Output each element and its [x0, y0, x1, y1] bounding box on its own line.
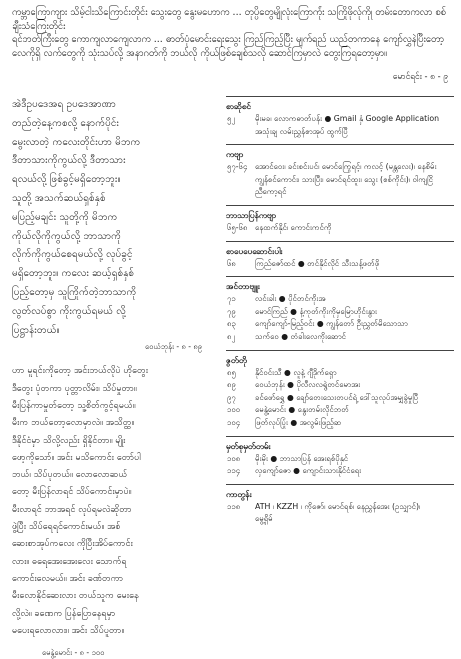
- section-title: ဇွတ်တို: [226, 354, 247, 365]
- entry-text: [255, 417, 454, 430]
- section-title: အင်တာဗျူး: [226, 281, 260, 292]
- page-number: ၅၂: [227, 114, 236, 123]
- toc-section: [226, 350, 454, 430]
- entry-text: [255, 465, 454, 478]
- excerpt-paragraph: [12, 363, 202, 640]
- paragraph-line: ဖွဲ့ပြီး သိပ်ရေရင်ကောင်းမယ်။ အစ်: [12, 522, 121, 533]
- quote-line: ပြဋ္ဌာန်းတယ်။: [12, 324, 60, 336]
- banner-text: [12, 6, 448, 60]
- paragraph-line: ဒီနိုင်ငံမှာ သိလို့လည်း ရှိနိုင်တာ။ မျိုး: [12, 435, 126, 446]
- toc-entry[interactable]: [226, 293, 454, 306]
- entry-line: ကျွန်စင်ကောင်း၊ သားပြီး၊ မောင်ရင်ထူး၊ သွေး (စစ်ကိုင်း)၊ ဝါကျငြိ: [255, 174, 433, 184]
- entry-line: ဝေယံဘုန်း ● ပိုလီလလရွဲတင်မောအး: [255, 380, 361, 390]
- page-number: ၉၇: [227, 392, 236, 402]
- toc-section: [226, 144, 454, 199]
- entry-line: ညီကော့ရင်: [255, 187, 287, 197]
- entry-text: [255, 367, 454, 380]
- page-number: ၁၀၀: [227, 405, 241, 415]
- quote-line: အဲဒီဥပဒေအရ ဥပဒေအာဏာ: [12, 99, 116, 110]
- entry-line: နေထက်နိုင်၊ ကောင်းကင်ကို: [255, 222, 332, 232]
- page-number: ၈၉: [227, 380, 236, 390]
- entry-text: [255, 404, 454, 417]
- paragraph-line: လား။ ဓရေအေးအေးလေး သောက်ရ: [12, 556, 127, 567]
- entry-line: မိုးမိုး ● ဘာသာပြန် အေးရစ်ပိုနှင်: [255, 453, 349, 463]
- entry-line: ဖြတ်လုပ်ပြုံး ● အလွမ်းဖြည့်ဆ: [255, 417, 342, 427]
- paragraph-line: တော့ မီးပြန်လာရင် သိပ်ကောင်းမှာပဲ။: [12, 487, 132, 498]
- banner-line: ရင်ဘတ်ကြီးတွေ ကောကျလာကျေလာက ... ဓာတ်ပုံမောင်းရေးသွေး ကြည်ကြည့်ပြီး မျက်ရည် ယည်တကာနေ ကျော်လွှနဲပြီးတော့: [12, 34, 445, 46]
- toc-entry[interactable]: [226, 417, 454, 430]
- paragraph-line: မီးပြန်ကာမှုတ်တော့ သူ့စိတ်ကွင့်ရမယ်။: [12, 400, 136, 411]
- page-number: ၈၂: [227, 331, 236, 341]
- page-number: ၁၀၈: [227, 453, 241, 463]
- toc-entry[interactable]: [226, 258, 454, 271]
- toc-section: [226, 96, 454, 138]
- toc-entry[interactable]: [226, 113, 454, 138]
- toc-entry[interactable]: [226, 222, 454, 235]
- quote-line: လိုက်ကိုကွယ်စေရမယ်လို့ လုပ်ခွင့်: [12, 249, 133, 261]
- section-title: ဘာသာပြန်ကဗျာ: [226, 209, 277, 220]
- entry-text: [255, 113, 454, 138]
- entry-text: [255, 161, 454, 199]
- paragraph-line: ကောင်းလေမယ်။ အင်း ခဏ်တကာ: [12, 573, 124, 584]
- section-title: ကာတွန်း: [226, 488, 252, 499]
- paragraph-line: မီးလာရင် ဘာအရင် လုပ်ရမလဲဆိုတာ: [12, 504, 132, 515]
- entry-text: [255, 379, 454, 392]
- banner-citation: မောင်ရင်း - ၈ - ၉: [392, 71, 448, 81]
- entry-text: [255, 293, 454, 306]
- entry-line: ကျော်ကျော်-မြည့်ဝင်း ● ကျွန်တော် ဦးညွှတ်မိသောသာ: [255, 319, 408, 329]
- entry-line: အသုံးချ လမ်းညွှန်စာအုပ် ထွက်ပြီ: [255, 126, 348, 136]
- entry-text: [255, 453, 454, 466]
- page-number: ၈၅: [227, 367, 236, 377]
- page-number: ၆၈: [227, 258, 236, 268]
- paragraph-citation: မေနွဲ့မောင်း - ၈ - ၁၀၀: [42, 648, 105, 658]
- banner-line: လေကိုရှိ လက်တွေကို သုံးသပ်လို့ အနာဂတ်ကို ဘယ်လို ကိုယ်ဖြစ်ချေစ်သလို ဆောင်ကြမှာလဲ တွေးကြရတော့မှာ။: [12, 47, 387, 59]
- toc-section: [226, 484, 454, 526]
- entry-text: [255, 222, 454, 235]
- page-number: ၁၁၄: [227, 466, 241, 476]
- toc-entry[interactable]: [226, 367, 454, 380]
- paragraph-line: မီးက ဘယ်တော့လောမှာလဲ။ အသိတ္ထ။: [12, 418, 135, 429]
- entry-text: [255, 331, 454, 344]
- toc-entry[interactable]: [226, 501, 454, 526]
- toc-entry[interactable]: [226, 318, 454, 331]
- entry-line: ATH ၊ KZZH ၊ ကိုဇော်၊ မောင်ရစ်၊ နေညွှန်အေး (ဥသျှာင်)၊: [255, 501, 421, 511]
- section-title: စာဆိုစင်: [226, 101, 252, 111]
- entry-line: မိုးမခ၊ လောကဓာတ်ပန်း ● Gmail နှံ Google Application: [255, 114, 440, 123]
- section-title: စာပေပေဆောင်းပါး: [226, 245, 283, 256]
- entry-line: နိုင်ဝင်းသီ ● လူနဲ့ ဂျီဒိုက်ရှော: [255, 367, 337, 377]
- entry-line: ခင်ဖော်ရွှေ ● ချော်တေးသေးတပင်ရဲ့ ဒေါ်သူလုပ်အမျှခွဲမှုပြီ: [255, 392, 419, 402]
- toc-entry[interactable]: [226, 465, 454, 478]
- toc-entry[interactable]: [226, 306, 454, 319]
- entry-line: သက်ဝေ ● တံခါးလေကိုးဆောင်: [255, 331, 346, 341]
- page-number: ၅၇-၆၄: [227, 162, 248, 172]
- entry-text: [255, 258, 454, 271]
- entry-line: ကြည်ဇော်ထင် ● တင်နိုင်လိုင် သီးသန့်ဖတ်ဖို: [255, 258, 380, 268]
- entry-line: မေနွဲ့မောင်း ● နွေးတမ်းလိုင်ဘတ်: [255, 405, 349, 415]
- quote-line: မွေးလာတဲ့ ကလေးတိုင်းဟာ မိဘက: [12, 136, 141, 148]
- quote-line: တည်တဲ့နေ့ကစလို့ နောက်ပိုင်း: [12, 117, 119, 129]
- toc-entry[interactable]: [226, 453, 454, 466]
- paragraph-line: ဒီတွေး ပုံတကာ ပုတ္တာလိမ်း၊ သိပ်မှုတာ။: [12, 383, 137, 394]
- entry-text: [255, 392, 454, 405]
- entry-line: လင်းခါး ● ပိုင်တင်ကိုးအ: [255, 294, 326, 304]
- page-number: ၇၁: [227, 294, 236, 304]
- entry-line: လှကျော်ဇော ● ကျောင်းသားနိုင်ငံရေး: [255, 466, 362, 476]
- paragraph-line: ဖော့ကိုသော်။ အင်း မသိကောင်း တော်ပါ: [12, 452, 141, 463]
- page-number: ၆၅-၆၈: [227, 222, 248, 232]
- toc-entry[interactable]: [226, 379, 454, 392]
- entry-text: [255, 501, 454, 526]
- banner-line: ကမ္ဘာကြောကျား သိမ့်ငါးသိကြောင်းတိုင်း သွေးတွေ နွေးမဟောက ... တုပ္ပိတွေမျိုလုံးကြောက်ုံး သကြိုဖိုလ်ုကိုု တမ်းတောကလာ စစ်ချီးသံကြေးတိုင်း: [12, 7, 446, 32]
- quote-line: သူတို့ အသက်ဆယ်ရှစ်နှစ်: [12, 192, 106, 204]
- left-column: [12, 96, 202, 658]
- quote-line: ဒီတာသားကိုကွယ်လို့ ဒီတာသား: [12, 155, 126, 167]
- toc-section: [226, 241, 454, 271]
- toc-entry[interactable]: [226, 392, 454, 405]
- quote-line: လွတ်လပ်စွာ ကိုးကွယ်ရမယ် လို့: [12, 305, 126, 317]
- entry-text: [255, 306, 454, 319]
- page-number: ၁၀၄: [227, 417, 241, 427]
- entry-line: အောင်ဝေး၊ ခင်းစင်းပင်၊ မောင်ကြွေရင့်၊ ကလင့် (မန္တလေး)၊ နေစိမ်း: [255, 162, 437, 172]
- paragraph-line: ဘယ်၊ သိပ်ပုတယ်။ လောလောဆယ်: [12, 470, 128, 481]
- paragraph-line: ဟာ မူရင်းကိုတော့ အင်းဘယ်လိုပဲ ဟိုတွေး: [12, 366, 149, 377]
- toc-section: [226, 436, 454, 478]
- entry-text: [255, 318, 454, 331]
- page-number: ၇၉: [227, 306, 236, 316]
- toc-section: [226, 276, 454, 343]
- quote-line: ရလယ်လို့ ဖြစ်ခွင့်မရှိတော့ဘူး။: [12, 174, 121, 186]
- paragraph-line: မပေးရလောလား။ အင်း သိပ်ပူတာ။: [12, 625, 125, 636]
- section-title: ကဗျာ: [226, 149, 244, 160]
- quote-line: မရှိတော့ဘူး။ ကလေး ဆယ့်ရှစ်နှစ်: [12, 268, 135, 280]
- toc-section: [226, 205, 454, 235]
- paragraph-line: ဆေးစာအုပ်ကလေး ကိုပြီးအိပ်ကောင်း: [12, 539, 133, 550]
- page-number: ၈၃: [227, 319, 236, 329]
- section-title: မှတ်စုမှတ်တမ်း: [226, 440, 271, 451]
- pull-quote: [12, 96, 202, 340]
- quote-citation: ဝေယံဘုန်း - ၈ - ၈၉: [144, 342, 202, 352]
- paragraph-line: လို့လဲ။ ခဏေက ပြန်ပြောနေရမှာ: [12, 608, 116, 619]
- paragraph-line: မီးလောနိုင်ဆေးလား တယ်သူက မေးနေ: [12, 591, 139, 602]
- contents-column: [226, 96, 454, 636]
- page-number: ၁၁၈: [227, 501, 241, 511]
- quote-line: မပြည့်မချင်း သူတို့ကို မိဘက: [12, 211, 118, 223]
- entry-line: မွေ့ရှိမ်: [255, 514, 273, 524]
- entry-line: မောင်ကြည် ● နံ့ကုတ်ကိုးကိုမှမြောဟိုင်းနွား: [255, 306, 377, 316]
- toc-entry[interactable]: [226, 404, 454, 417]
- quote-line: ကိုယ်လိုကိုကွယ်လို့ ဘာသာကို: [12, 230, 122, 242]
- top-banner: [12, 6, 448, 88]
- toc-entry[interactable]: [226, 161, 454, 199]
- quote-line: ပြည့်တော့မှ သူကြိုက်တဲ့ဘာသာကို: [12, 286, 137, 298]
- toc-entry[interactable]: [226, 331, 454, 344]
